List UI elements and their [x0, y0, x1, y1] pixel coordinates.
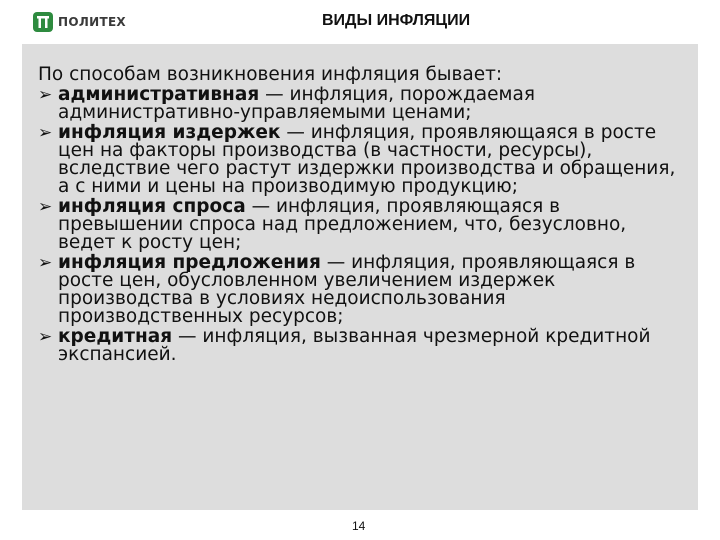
item-term: инфляция спроса [58, 196, 246, 217]
list-item [38, 124, 688, 196]
arrow-bullet-icon: ➢ [38, 123, 53, 143]
item-definition: — инфляция, порождаемая административно-управляемыми ценами; [58, 84, 535, 123]
arrow-bullet-icon: ➢ [38, 197, 53, 217]
item-term: административная [58, 84, 260, 105]
item-definition: — инфляция, вызванная чрезмерной кредитной экспансией. [58, 326, 651, 365]
arrow-bullet-icon: ➢ [38, 85, 53, 105]
page-number: 14 [352, 519, 366, 533]
politech-logo [33, 12, 126, 32]
item-definition: — инфляция, проявляющаяся в росте цен, обусловленном увеличением издержек производства в условиях недоиспользования производственных ресурсов; [58, 252, 636, 327]
item-definition: — инфляция, проявляющаяся в росте цен на факторы производства (в частности, ресурсы), вследствие чего растут издержки производства и обращения, а с ними и цены на производимую продукцию; [58, 122, 676, 197]
item-term: инфляция издержек [58, 122, 281, 143]
arrow-bullet-icon: ➢ [38, 253, 53, 273]
item-definition: — инфляция, проявляющаяся в превышении спроса над предложением, что, безусловно, ведет к росту цен; [58, 196, 627, 253]
arrow-bullet-icon: ➢ [38, 327, 53, 347]
list-item [38, 254, 688, 326]
slide-title: ВИДЫ ИНФЛЯЦИИ [322, 12, 471, 29]
intro-text: По способам возникновения инфляция бывает: [38, 64, 503, 85]
politech-logo-icon [33, 12, 53, 32]
list-item [38, 198, 688, 252]
slide-header [0, 0, 720, 44]
content-text [38, 66, 688, 366]
item-term: инфляция предложения [58, 252, 321, 273]
list-item [38, 328, 688, 364]
item-term: кредитная [58, 326, 173, 347]
logo-text: ПОЛИТЕХ [58, 15, 126, 29]
list-item [38, 86, 688, 122]
